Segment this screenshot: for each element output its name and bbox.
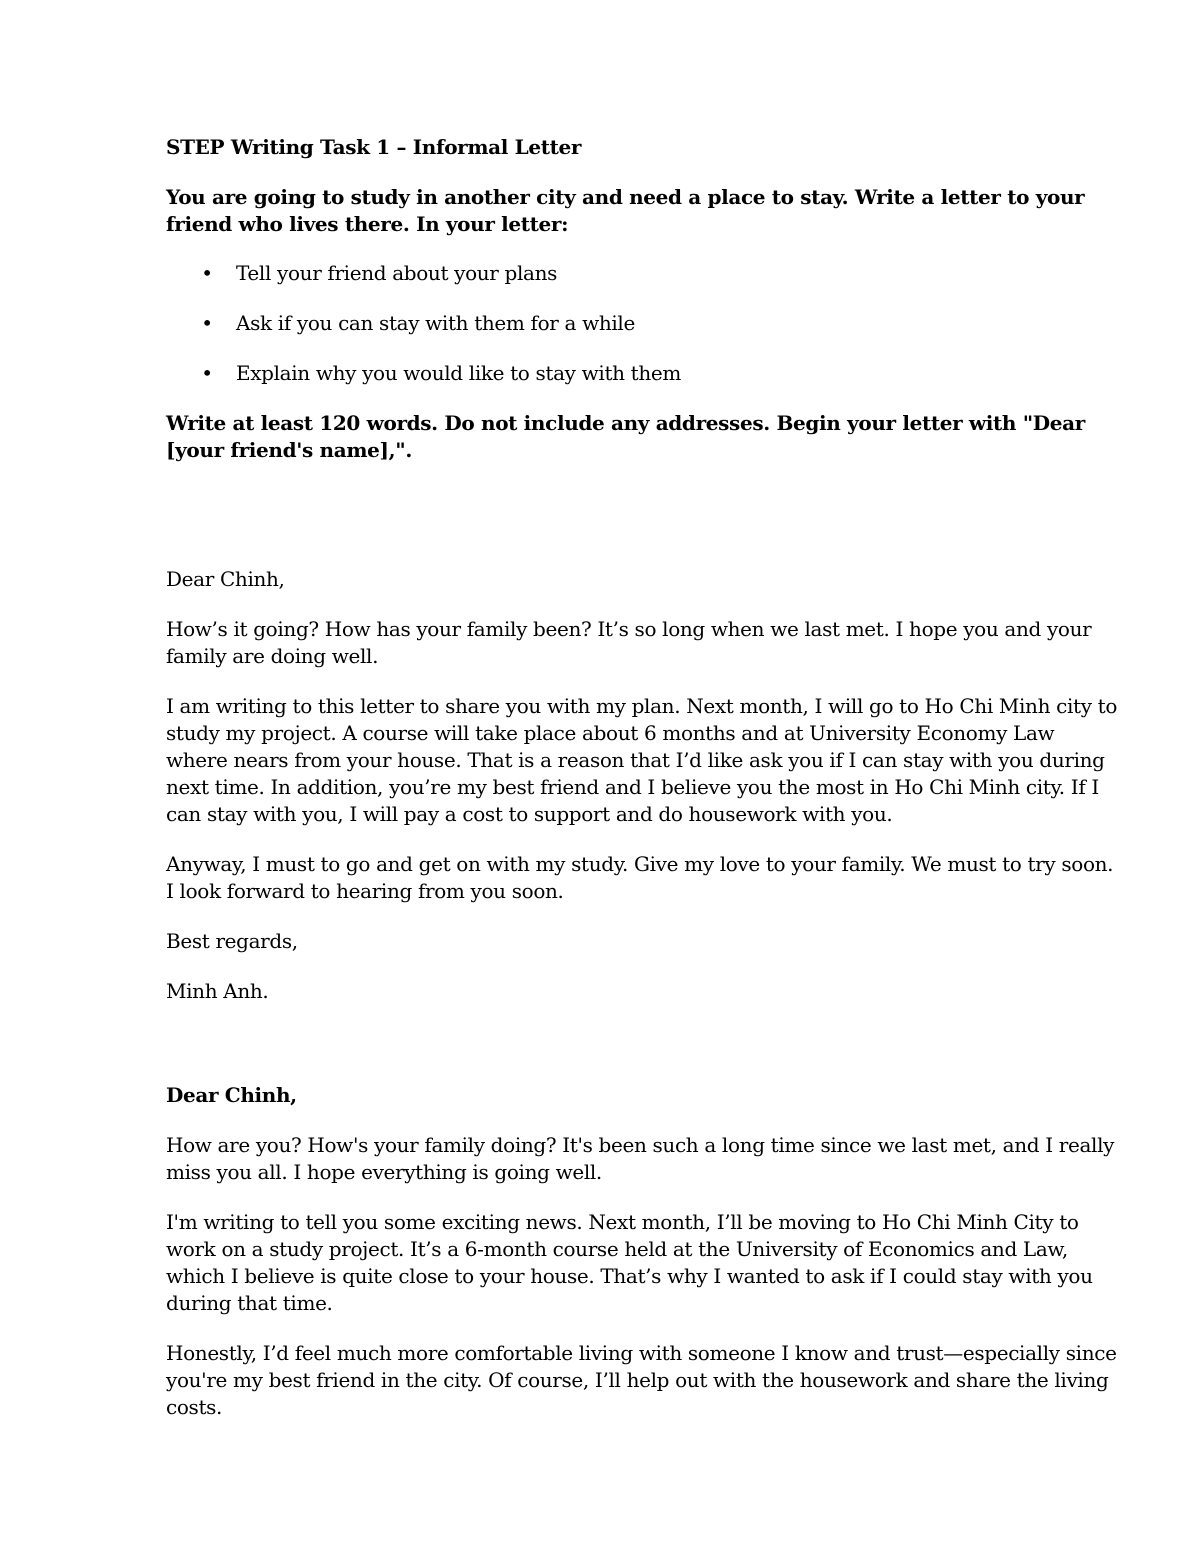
task-bullet-item (166, 360, 1121, 387)
letter2-paragraph: Honestly, I’d feel much more comfortable living with someone I know and trust—especially since you're my best friend in the city. Of course, I’ll help out with the housework and share the living costs. (166, 1341, 1117, 1419)
letter1-paragraph: Anyway, I must to go and get on with my study. Give my love to your family. We must to try soon. I look forward to hearing from you soon. (166, 852, 1114, 903)
letter1-paragraph: I am writing to this letter to share you with my plan. Next month, I will go to Ho Chi Minh city to study my project. A course will take place about 6 months and at University Economy Law where nears from your house. That is a reason that I’d like ask you if I can stay with you during next time. In addition, you’re my best friend and I believe you the most in Ho Chi Minh city. If I can stay with you, I will pay a cost to support and do housework with you. (166, 694, 1118, 826)
bullet-icon: • (201, 311, 213, 335)
letter1-paragraph: How’s it going? How has your family been? It’s so long when we last met. I hope you and your family are doing well. (166, 617, 1092, 668)
letter-draft-1 (166, 566, 1121, 1005)
letter2-paragraph: How are you? How's your family doing? It's been such a long time since we last met, and I really miss you all. I hope everything is going well. (166, 1133, 1115, 1184)
task-bullet-list (166, 260, 1121, 387)
task-bullet-text: Explain why you would like to stay with them (236, 361, 682, 385)
letter1-signature: Minh Anh. (166, 979, 269, 1003)
task-bullet-item (166, 260, 1121, 287)
task-bullet-item (166, 310, 1121, 337)
letter2-paragraph: I'm writing to tell you some exciting news. Next month, I’ll be moving to Ho Chi Minh City to work on a study project. It’s a 6-month course held at the University of Economics and Law, which I believe is quite close to your house. That’s why I wanted to ask if I could stay with you during that time. (166, 1210, 1093, 1315)
bullet-icon: • (201, 261, 213, 285)
task-prompt: You are going to study in another city and need a place to stay. Write a letter to your friend who lives there. In your letter: (166, 185, 1085, 236)
task-bullet-text: Ask if you can stay with them for a while (236, 311, 635, 335)
document-title: STEP Writing Task 1 – Informal Letter (166, 135, 582, 159)
task-bullet-text: Tell your friend about your plans (236, 261, 558, 285)
letter1-closing: Best regards, (166, 929, 298, 953)
letter1-salutation: Dear Chinh, (166, 567, 285, 591)
letter-draft-2 (166, 1082, 1121, 1421)
document-body (166, 134, 1121, 1421)
letter2-salutation: Dear Chinh, (166, 1083, 297, 1107)
task-instructions: Write at least 120 words. Do not include any addresses. Begin your letter with "Dear [your friend's name],". (166, 411, 1085, 462)
bullet-icon: • (201, 361, 213, 385)
